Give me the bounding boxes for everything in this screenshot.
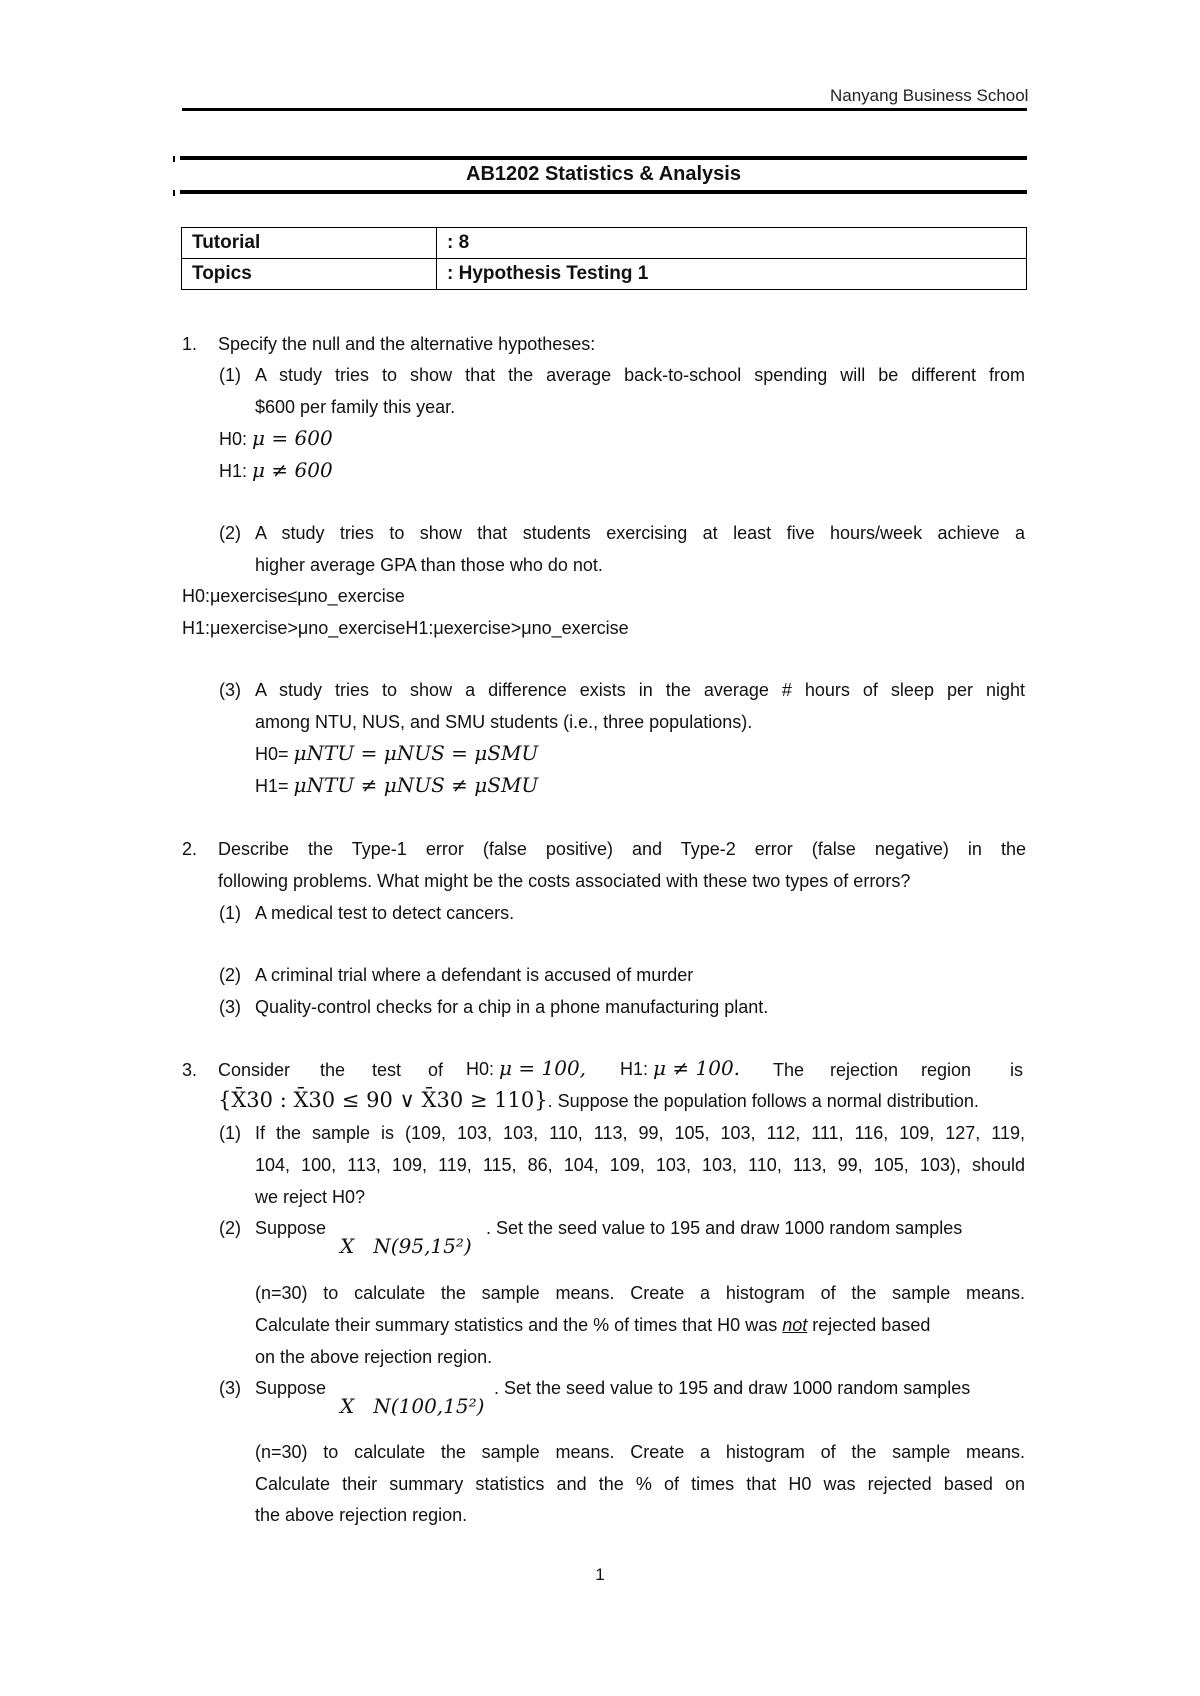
info-table: [181, 227, 1027, 290]
q3-h1-math: μ ≠ 100.: [653, 1056, 741, 1080]
q3-h0-label: H0:: [466, 1059, 495, 1079]
title-mark-bottom: [173, 190, 175, 196]
info-row-topics: [182, 259, 1027, 290]
q3-p2-dist: [340, 1234, 472, 1259]
q2-line1: Describe the Type-1 error (false positive) and Type-2 error (false negative) in the: [218, 839, 1026, 859]
q3-region-math: {X̄30 : X̄30 ≤ 90 ∨ X̄30 ≥ 110}: [218, 1088, 548, 1112]
tutorial-value: : 8: [437, 228, 1027, 259]
page-number: 1: [595, 1565, 605, 1584]
q1-p1-line1: A study tries to show that the average back-to-school spending will be different from: [255, 365, 1025, 385]
topics-value: : Hypothesis Testing 1: [437, 259, 1027, 290]
topics-label: Topics: [182, 259, 437, 290]
q3-p2-line3-a: Calculate their summary statistics and the % of times that H0 was: [255, 1315, 778, 1335]
q3-w-is: is: [1010, 1060, 1023, 1080]
q3-w-consider: Consider: [218, 1060, 291, 1080]
q1-p1-h1-label: H1:: [219, 461, 248, 481]
q3-p2-line1-tail: . Set the seed value to 195 and draw 1000 random samples: [486, 1218, 963, 1238]
title-mark-top: [173, 156, 175, 162]
q1-p1-line2: $600 per family this year.: [255, 397, 456, 417]
q1-p3-line2: among NTU, NUS, and SMU students (i.e., three populations).: [255, 712, 753, 732]
q3-p3-line4: the above rejection region.: [255, 1505, 468, 1525]
q3-p3-line2: (n=30) to calculate the sample means. Create a histogram of the sample means.: [255, 1442, 1025, 1462]
q2-line2: following problems. What might be the costs associated with these two types of errors?: [218, 871, 911, 891]
q2-p2-number: (2): [219, 965, 241, 985]
q3-w-test: test: [372, 1060, 402, 1080]
q1-p3-line1: A study tries to show a difference exists in the average # hours of sleep per night: [255, 680, 1025, 700]
q3-w-the2: The: [773, 1060, 805, 1080]
q3-p3-line3: Calculate their summary statistics and the % of times that H0 was rejected based on: [255, 1474, 1025, 1494]
q3-p2-suppose: Suppose: [255, 1218, 327, 1238]
header-rule: [182, 108, 1027, 111]
q2-p3-text: Quality-control checks for a chip in a phone manufacturing plant.: [255, 997, 769, 1017]
q1-p1-h1: [219, 458, 333, 483]
q1-p3-h1-label: H1=: [255, 776, 289, 796]
q1-p1-h0-label: H0:: [219, 429, 248, 449]
header-school: Nanyang Business School: [830, 86, 1029, 105]
q3-p3-dist: [340, 1394, 484, 1419]
q3-h1-label: H1:: [620, 1059, 649, 1079]
q3-p3-number: (3): [219, 1378, 241, 1398]
q3-p2-line3-not: not: [782, 1315, 808, 1335]
q2-p1-number: (1): [219, 903, 241, 923]
q1-p1-number: (1): [219, 365, 241, 385]
tutorial-label: Tutorial: [182, 228, 437, 259]
q3-p2-line4: on the above rejection region.: [255, 1347, 493, 1367]
q1-p2-line2: higher average GPA than those who do not.: [255, 555, 603, 575]
q3-number: 3.: [182, 1060, 198, 1080]
course-title: AB1202 Statistics & Analysis: [466, 163, 741, 185]
q2-p2-text: A criminal trial where a defendant is accused of murder: [255, 965, 694, 985]
q3-p2-line3: [255, 1313, 930, 1337]
q3-h0-math: μ = 100,: [499, 1056, 587, 1080]
title-rule-top: [180, 156, 1027, 160]
q1-p2-h0: H0:μexercise≤μno_exercise: [182, 586, 405, 606]
q3-p2-line3-b: rejected based: [812, 1315, 931, 1335]
q1-p1-h0-math: μ = 600: [252, 426, 333, 450]
q1-p3-h1: [255, 773, 538, 798]
q3-p3-line1-tail: . Set the seed value to 195 and draw 1000 random samples: [494, 1378, 971, 1398]
info-row-tutorial: [182, 228, 1027, 259]
q3-p2-number: (2): [219, 1218, 241, 1238]
q2-number: 2.: [182, 839, 198, 859]
q1-p3-h0: [255, 741, 538, 766]
q3-region-tail: . Suppose the population follows a normal distribution.: [547, 1091, 979, 1111]
q1-text: Specify the null and the alternative hypotheses:: [218, 334, 596, 354]
q3-p2-dist-math: X N(95,15²): [340, 1234, 472, 1258]
q3-w-region: region: [921, 1060, 972, 1080]
q3-p3-dist-math: X N(100,15²): [340, 1394, 485, 1418]
q2-p1-text: A medical test to detect cancers.: [255, 903, 515, 923]
q3-p1-line3: we reject H0?: [255, 1187, 366, 1207]
q1-number: 1.: [182, 334, 198, 354]
q3-h1: [620, 1056, 740, 1081]
q1-p1-h0: [219, 426, 333, 451]
q1-p3-h0-math: μNTU = μNUS = μSMU: [293, 741, 539, 765]
q1-p3-h1-math: μNTU ≠ μNUS ≠ μSMU: [293, 773, 539, 797]
q3-w-the: the: [320, 1060, 346, 1080]
title-rule-bottom: [180, 190, 1027, 194]
q3-w-of: of: [428, 1060, 444, 1080]
q3-p1-number: (1): [219, 1123, 241, 1143]
q3-region-line: [218, 1088, 979, 1113]
q3-p2-line2: (n=30) to calculate the sample means. Create a histogram of the sample means.: [255, 1283, 1025, 1303]
q3-w-rejection: rejection: [830, 1060, 899, 1080]
q1-p2-h1: H1:μexercise>μno_exerciseH1:μexercise>μno_exercise: [182, 618, 629, 638]
q3-p3-suppose: Suppose: [255, 1378, 327, 1398]
q3-p1-line1: If the sample is (109, 103, 103, 110, 113, 99, 105, 103, 112, 111, 116, 109, 127, 119,: [255, 1123, 1025, 1143]
q1-p3-h0-label: H0=: [255, 744, 289, 764]
q2-p3-number: (3): [219, 997, 241, 1017]
q1-p2-line1: A study tries to show that students exercising at least five hours/week achieve a: [255, 523, 1025, 543]
q1-p3-number: (3): [219, 680, 241, 700]
q3-h0: [466, 1056, 586, 1081]
q3-p1-line2: 104, 100, 113, 109, 119, 115, 86, 104, 109, 103, 103, 110, 113, 99, 105, 103), should: [255, 1155, 1025, 1175]
q1-p2-number: (2): [219, 523, 241, 543]
q1-p1-h1-math: μ ≠ 600: [252, 458, 333, 482]
